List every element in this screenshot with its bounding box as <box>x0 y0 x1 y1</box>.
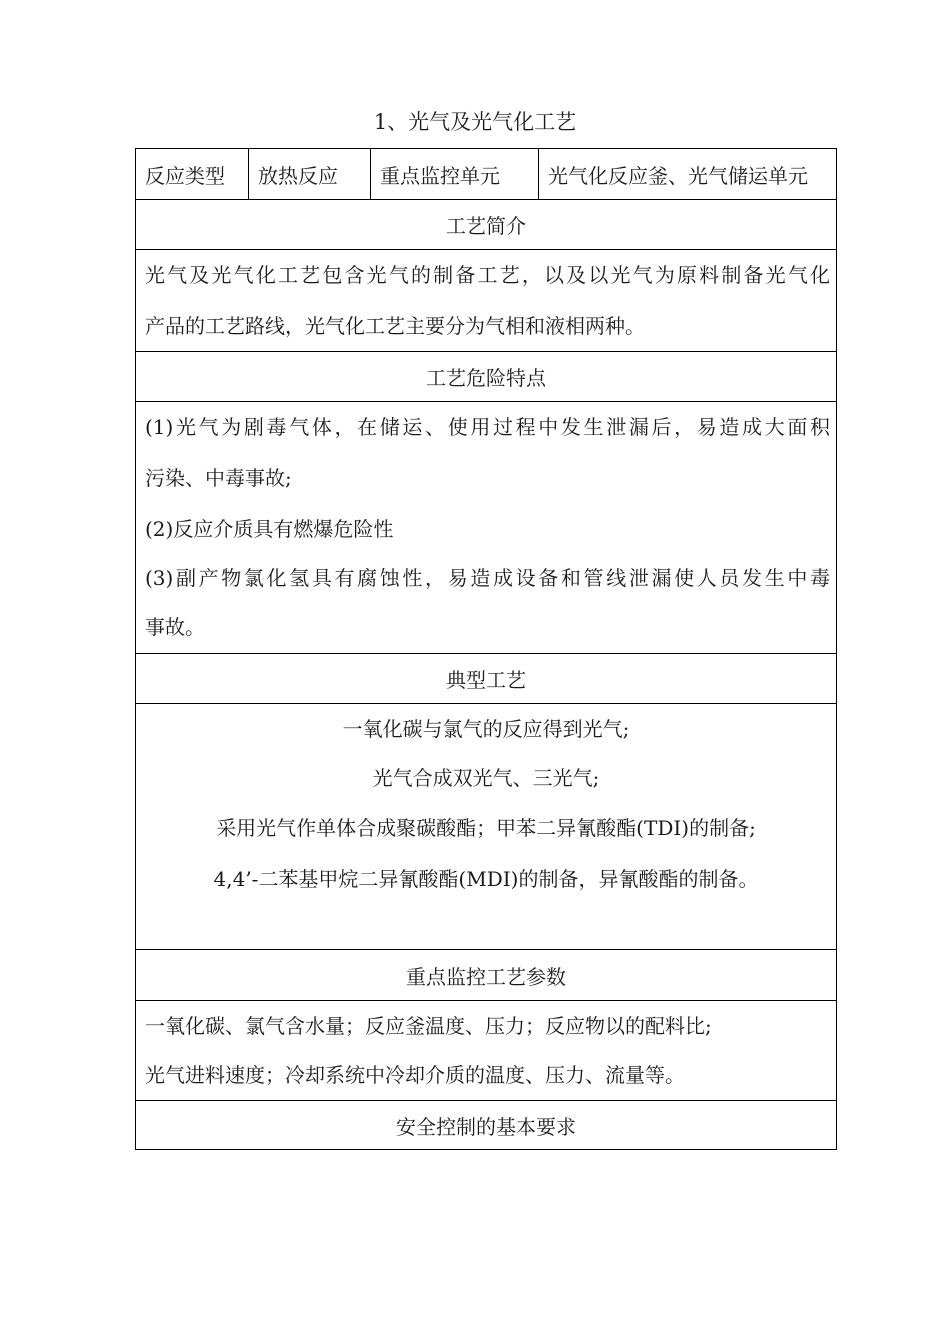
typical-heading: 典型工艺 <box>446 668 526 692</box>
intro-line: 光气及光气化工艺包含光气的制备工艺，以及以光气为原料制备光气化 <box>145 263 830 287</box>
hazard-line: (1)光气为剧毒气体，在储运、使用过程中发生泄漏后，易造成大面积 <box>145 415 830 439</box>
hazard-line: 事故。 <box>145 615 205 639</box>
document-title: 1、光气及光气化工艺 <box>373 110 577 134</box>
typical-line: 一氧化碳与氯气的反应得到光气; <box>342 717 630 741</box>
parameter-line: 光气进料速度；冷却系统中冷却介质的温度、压力、流量等。 <box>145 1063 685 1087</box>
parameters-heading: 重点监控工艺参数 <box>406 964 566 989</box>
typical-heading-row <box>136 653 836 703</box>
process-table <box>135 148 837 1150</box>
hazard-line: 污染、中毒事故; <box>145 466 292 490</box>
typical-content-row <box>136 703 836 949</box>
safety-heading-row <box>136 1100 836 1149</box>
safety-heading: 安全控制的基本要求 <box>396 1114 576 1139</box>
intro-line: 产品的工艺路线，光气化工艺主要分为气相和液相两种。 <box>145 314 645 338</box>
hazards-heading: 工艺危险特点 <box>426 366 546 390</box>
hazard-line: (3)副产物氯化氢具有腐蚀性，易造成设备和管线泄漏使人员发生中毒 <box>145 566 830 590</box>
parameter-line: 一氧化碳、氯气含水量；反应釜温度、压力；反应物以的配料比; <box>145 1014 712 1038</box>
parameters-heading-row <box>136 949 836 1000</box>
typical-line: 4,4’-二苯基甲烷二异氰酸酯(MDI)的制备，异氰酸酯的制备。 <box>213 867 759 891</box>
intro-content-row <box>136 249 836 351</box>
intro-heading-row <box>136 199 836 249</box>
typical-line: 光气合成双光气、三光气; <box>372 766 600 790</box>
intro-heading: 工艺简介 <box>446 214 526 238</box>
table-header-row <box>136 149 836 199</box>
monitor-unit-value: 光气化反应釜、光气储运单元 <box>538 149 836 199</box>
parameters-content-row <box>136 1000 836 1100</box>
reaction-type-value: 放热反应 <box>248 149 370 199</box>
typical-line: 采用光气作单体合成聚碳酸酯；甲苯二异氰酸酯(TDI)的制备; <box>216 816 756 840</box>
hazards-content-row <box>136 401 836 653</box>
monitor-unit-label: 重点监控单元 <box>370 149 538 199</box>
reaction-type-label: 反应类型 <box>145 163 225 188</box>
hazards-heading-row <box>136 351 836 401</box>
hazard-line: (2)反应介质具有燃爆危险性 <box>145 517 394 541</box>
